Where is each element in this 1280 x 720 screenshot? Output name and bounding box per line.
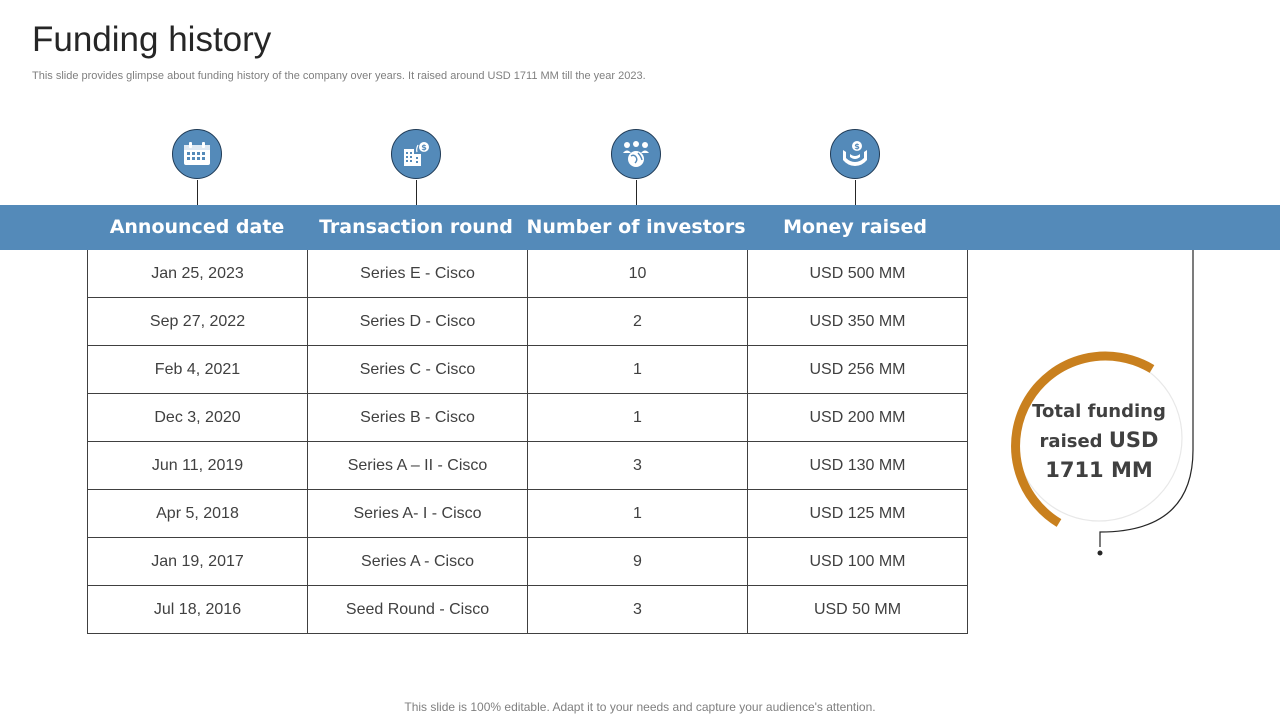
column-header-date: Announced date [109, 216, 285, 238]
icon-connector [197, 180, 198, 205]
icon-connector [416, 180, 417, 205]
svg-text:$: $ [854, 142, 860, 151]
cell-money: USD 500 MM [748, 250, 968, 298]
cell-date: Dec 3, 2020 [88, 394, 308, 442]
total-line-2a: raised [1039, 431, 1109, 452]
cell-date: Feb 4, 2021 [88, 346, 308, 394]
total-funding-label [1016, 398, 1182, 484]
building-money-icon [391, 129, 441, 179]
icon-connector [636, 180, 637, 205]
cell-money: USD 200 MM [748, 394, 968, 442]
cell-round: Series A – II - Cisco [308, 442, 528, 490]
table-row [88, 538, 968, 586]
table-row [88, 586, 968, 634]
cell-investors: 10 [528, 250, 748, 298]
total-line-2b: USD [1108, 428, 1159, 452]
cell-money: USD 100 MM [748, 538, 968, 586]
calendar-icon [172, 129, 222, 179]
cell-investors: 1 [528, 490, 748, 538]
cell-round: Series A- I - Cisco [308, 490, 528, 538]
total-line-3: 1711 MM [1045, 458, 1153, 482]
cell-investors: 3 [528, 586, 748, 634]
cell-money: USD 350 MM [748, 298, 968, 346]
footer-note: This slide is 100% editable. Adapt it to your needs and capture your audience's attention. [404, 700, 876, 714]
investors-globe-icon [611, 129, 661, 179]
funding-table [87, 250, 968, 634]
table-row [88, 346, 968, 394]
cell-investors: 9 [528, 538, 748, 586]
table-row [88, 442, 968, 490]
cell-date: Jan 25, 2023 [88, 250, 308, 298]
cell-round: Series C - Cisco [308, 346, 528, 394]
hand-money-icon [830, 129, 880, 179]
icon-connector [855, 180, 856, 205]
cell-money: USD 256 MM [748, 346, 968, 394]
table-row [88, 298, 968, 346]
page-title: Funding history [32, 20, 272, 59]
cell-date: Jan 19, 2017 [88, 538, 308, 586]
column-header-money: Money raised [783, 216, 927, 238]
svg-text:$: $ [421, 143, 427, 152]
cell-investors: 1 [528, 394, 748, 442]
table-row [88, 490, 968, 538]
table-row [88, 394, 968, 442]
cell-money: USD 125 MM [748, 490, 968, 538]
cell-investors: 3 [528, 442, 748, 490]
cell-date: Jul 18, 2016 [88, 586, 308, 634]
cell-investors: 2 [528, 298, 748, 346]
cell-round: Seed Round - Cisco [308, 586, 528, 634]
cell-round: Series E - Cisco [308, 250, 528, 298]
page-subtitle: This slide provides glimpse about funding history of the company over years. It raised around USD 1711 MM till the year 2023. [32, 70, 646, 82]
column-header-investors: Number of investors [526, 216, 746, 238]
cell-round: Series B - Cisco [308, 394, 528, 442]
cell-round: Series A - Cisco [308, 538, 528, 586]
cell-investors: 1 [528, 346, 748, 394]
cell-date: Apr 5, 2018 [88, 490, 308, 538]
table-row [88, 250, 968, 298]
cell-money: USD 130 MM [748, 442, 968, 490]
cell-round: Series D - Cisco [308, 298, 528, 346]
column-header-round: Transaction round [319, 216, 513, 238]
cell-date: Jun 11, 2019 [88, 442, 308, 490]
total-line-1: Total funding [1032, 401, 1166, 422]
cell-date: Sep 27, 2022 [88, 298, 308, 346]
cell-money: USD 50 MM [748, 586, 968, 634]
